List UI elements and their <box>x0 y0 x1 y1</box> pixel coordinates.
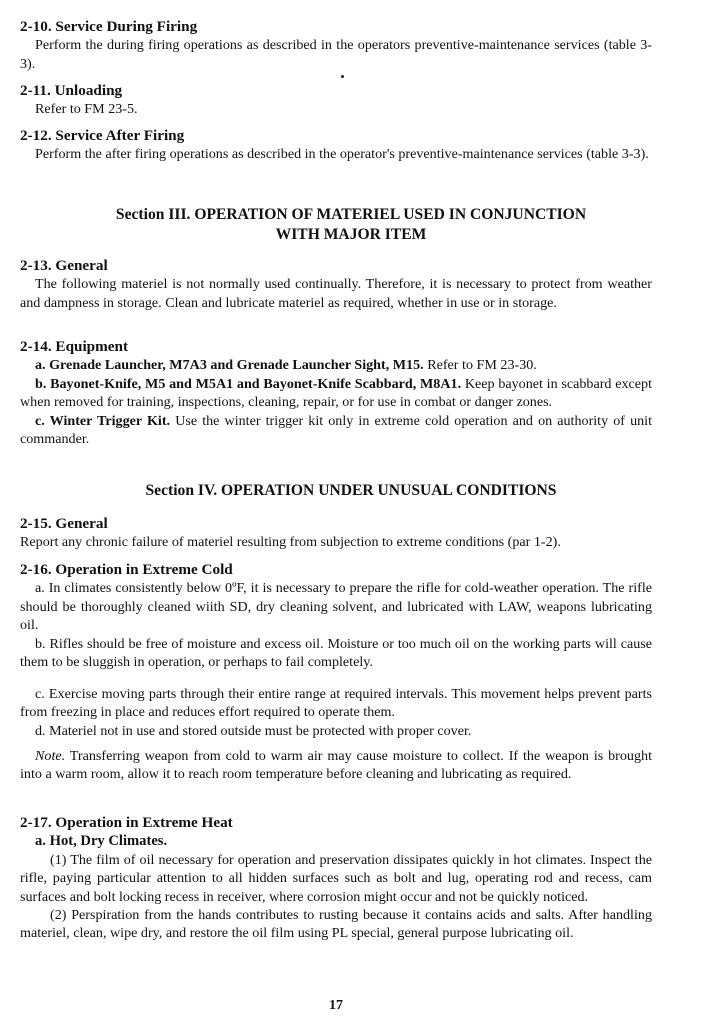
item-2-14-c <box>20 412 652 449</box>
item-2-14-a <box>20 356 652 374</box>
item-2-16-a: a. In climates consistently below 0ºF, it is necessary to prepare the rifle for cold-weather operation. The rifle should be thoroughly cleaned wiith SD, dry cleaning solvent, and lubricated with LAW, weapons lubricating oil. <box>20 580 652 634</box>
section-iv-line1: Section IV. OPERATION UNDER UNUSUAL CONDITIONS <box>145 482 557 499</box>
note-body: Transferring weapon from cold to warm air may cause moisture to collect. If the weapon is brought into a warm room, allow it to reach room temperature before cleaning and lubricating as required. <box>20 748 652 783</box>
item-2-17-a-2: (2) Perspiration from the hands contributes to rusting because it contains acids and salts. After handling materiel, clean, wipe dry, and restore the oil film using PL special, general purpose lubricating oil. <box>20 907 652 942</box>
paragraph-2-14 <box>20 338 652 448</box>
note-label: Note. <box>35 748 66 764</box>
heading-2-13: 2-13. General <box>20 257 108 274</box>
text-2-15: Report any chronic failure of materiel resulting from subjection to extreme conditions (par 1-2). <box>20 534 561 551</box>
section-iii-line1: Section III. OPERATION OF MATERIEL USED IN CONJUNCTION <box>115 206 587 223</box>
section-iv-title <box>0 481 702 501</box>
item-2-17-a-label: a. Hot, Dry Climates. <box>35 833 168 850</box>
heading-2-10: 2-10. Service During Firing <box>20 18 198 35</box>
paragraph-2-15 <box>20 515 652 552</box>
text-2-11: Refer to FM 23-5. <box>35 101 138 118</box>
stray-mark <box>341 75 344 78</box>
paragraph-2-13 <box>20 257 652 312</box>
item-2-16-d: d. Materiel not in use and stored outside must be protected with proper cover. <box>35 722 472 739</box>
paragraph-2-16-cont <box>20 685 652 740</box>
text-2-13: The following materiel is not normally used continually. Therefore, it is necessary to protect from weather and dampness in storage. Clean and lubricate materiel as required, whether in use or in storage. <box>20 276 652 311</box>
heading-2-12: 2-12. Service After Firing <box>20 127 185 144</box>
heading-2-15: 2-15. General <box>20 515 108 532</box>
item-2-14-c-label: c. Winter Trigger Kit. <box>35 412 171 429</box>
paragraph-2-17 <box>20 814 652 943</box>
paragraph-2-16 <box>20 561 652 671</box>
note-text <box>20 747 652 784</box>
note-2-16 <box>20 747 652 784</box>
section-iii-title <box>0 205 702 244</box>
item-2-16-b: b. Rifles should be free of moisture and excess oil. Moisture or too much oil on the working parts will cause them to be sluggish in operation, or perhaps to fail completely. <box>20 635 652 671</box>
item-2-14-a-label: a. Grenade Launcher, M7A3 and Grenade Launcher Sight, M15. <box>35 357 424 374</box>
item-2-14-c-text: Use the winter trigger kit only in extreme cold operation and on authority of unit commander. <box>20 412 652 448</box>
item-2-16-c: c. Exercise moving parts through their entire range at required intervals. This movement helps prevent parts from freezing in place and reduces effort required to operate them. <box>20 686 652 721</box>
paragraph-2-12 <box>20 127 652 164</box>
paragraph-2-10 <box>20 18 652 73</box>
item-2-14-b-label: b. Bayonet-Knife, M5 and M5A1 and Bayonet-Knife Scabbard, M8A1. <box>35 375 462 392</box>
item-2-14-a-text: Refer to FM 23-30. <box>427 357 537 374</box>
item-2-14-b <box>20 375 652 412</box>
page-number: 17 <box>329 998 343 1013</box>
heading-2-11: 2-11. Unloading <box>20 82 123 99</box>
heading-2-16: 2-16. Operation in Extreme Cold <box>20 561 233 578</box>
item-2-17-a-1: (1) The film of oil necessary for operation and preservation dissipates quickly in hot climates. Inspect the rifle, paying particular attention to all hidden surfaces such as bolt and lug, operating rod and recess, cam surfaces and bolt locking recess in receiver, where corrosion might occur and not be quickly noticed. <box>20 851 652 905</box>
text-2-10: Perform the during firing operations as described in the operators preventive-maintenance services (table 3-3). <box>20 37 652 72</box>
heading-2-14: 2-14. Equipment <box>20 338 129 355</box>
section-iii-line2: WITH MAJOR ITEM <box>275 225 427 243</box>
item-2-14-b-text: Keep bayonet in scabbard except when removed for training, inspections, cleaning, repair, or for use in combat or danger zones. <box>20 375 652 411</box>
heading-2-17: 2-17. Operation in Extreme Heat <box>20 814 233 831</box>
paragraph-2-11 <box>20 82 652 119</box>
text-2-12: Perform the after firing operations as described in the operator's preventive-maintenance services (table 3-3). <box>35 146 649 163</box>
